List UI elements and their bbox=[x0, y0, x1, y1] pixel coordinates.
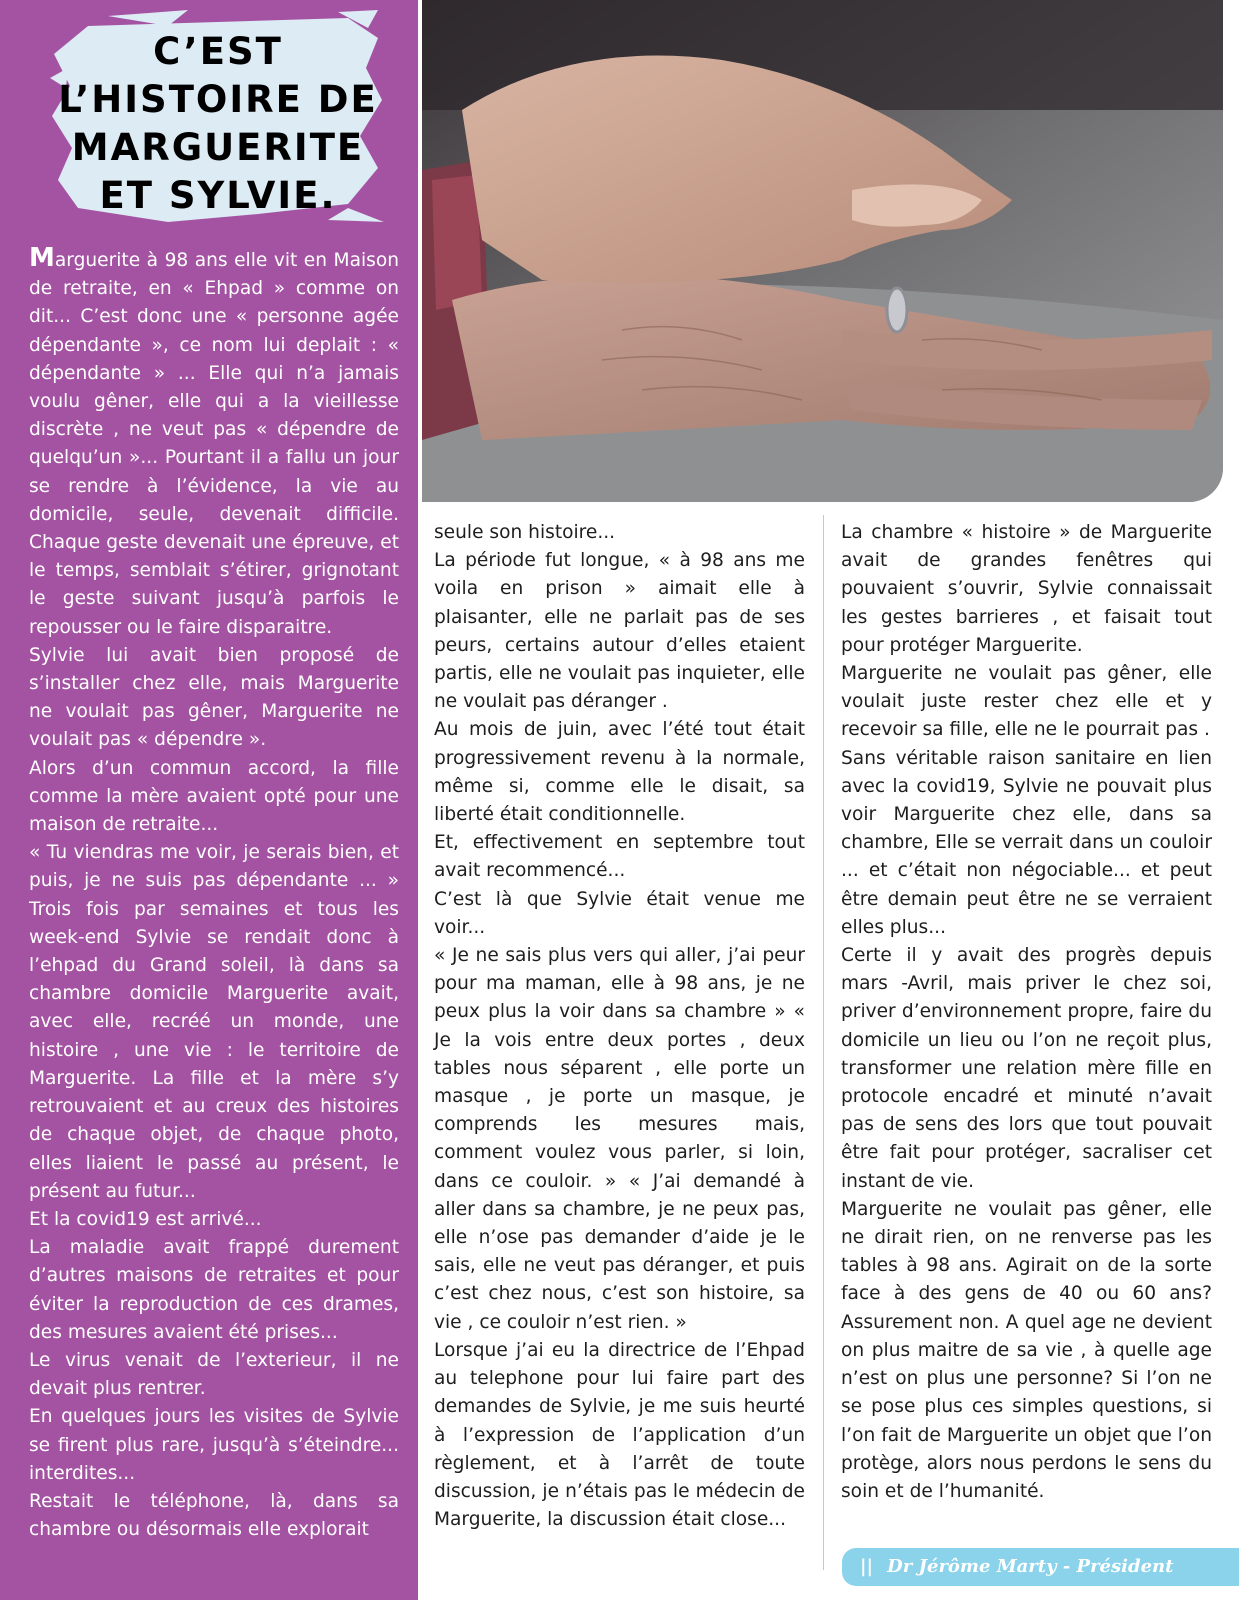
paragraph: Marguerite à 98 ans elle vit en Maison de retraite, en « Ehpad » comme on dit... C’est donc une « personne agée dépendante », ce nom lui deplait : « dépendante » ... Elle qui n’a jamais voulu gêner, elle qui a la vieillesse discrète , ne veut pas « dépendre de quelqu’un »... Pourtant il a fallu un jour se rendre à l’évidence, la vie au domicile, seule, devenait difficile. Chaque geste devenait une épreuve, et le temps, semblait s’étirer, grignotant le geste suivant jusqu’à parfois le repousser ou le faire disparaitre. bbox=[29, 243, 399, 638]
paragraph: « Tu viendras me voir, je serais bien, et puis, je ne suis pas dépendante ... » Trois fois par semaines et tous les week-end Sylvie se rendait donc à l’ehpad du Grand soleil, là dans sa chambre domicile Marguerite avait, avec elle, recréé un monde, une histoire , une vie : le territoire de Marguerite. La fille et la mère s’y retrouvaient et au creux des histoires de chaque objet, de chaque photo, elles liaient le passé au présent, le présent au futur... bbox=[29, 842, 399, 1202]
signature-text: Dr Jérôme Marty - Président UFMLS bbox=[860, 1556, 1174, 1615]
paragraph: C’est là que Sylvie était venue me voir... bbox=[434, 888, 805, 938]
paragraph: Le virus venait de l’exterieur, il ne devait plus rentrer. bbox=[29, 1349, 399, 1400]
paragraph: Marguerite ne voulait pas gêner, elle voulait juste rester chez elle et y recevoir sa fille, elle ne le pourrait pas . bbox=[841, 663, 1212, 741]
text-column-1 bbox=[29, 244, 399, 1544]
sidebar bbox=[0, 0, 418, 1600]
title-block bbox=[48, 8, 388, 228]
paragraph: Marguerite ne voulait pas gêner, elle ne dirait rien, on ne renverse pas les tables à 98 ans. Agirait on de la sorte face à des gens de 40 ou 60 ans? Assurement non. A quel age ne devient on plus maitre de sa vie , à quelle age n’est on plus une personne? Si l’on ne se pose plus ces simples questions, si l’on fait de Marguerite un objet que l’on protège, alors nous perdons le sens du soin et de l’humanité. bbox=[841, 1198, 1212, 1502]
signature-bars: || bbox=[860, 1556, 874, 1577]
paragraph: Lorsque j’ai eu la directrice de l’Ehpad au telephone pour lui faire part des demandes de Sylvie, je me suis heurté à l’expression de l’application d’un règlement, et à l’arrêt de toute discussion, je n’étais pas le médecin de Marguerite, la discussion était close... bbox=[434, 1339, 805, 1531]
paragraph: Restait le téléphone, là, dans sa chambre ou désormais elle explorait bbox=[29, 1490, 399, 1541]
text-column-3 bbox=[841, 519, 1212, 1506]
paragraph: La maladie avait frappé durement d’autres maisons de retraites et pour éviter la reproduction de ces drames, des mesures avaient été prises... bbox=[29, 1237, 399, 1343]
column-divider bbox=[823, 515, 824, 1570]
drop-cap: M bbox=[29, 243, 55, 273]
paragraph: La chambre « histoire » de Marguerite avait de grandes fenêtres qui pouvaient s’ouvrir, Sylvie connaissait les gestes barrieres , et faisait tout pour protéger Marguerite. bbox=[841, 522, 1212, 656]
paragraph: Sans véritable raison sanitaire en lien avec la covid19, Sylvie ne pouvait plus voir Marguerite chez elle, dans sa chambre, Elle se verrait dans un couloir ... et c’était non négociable... et peut être demain peut être ne se verraient elles plus... bbox=[841, 747, 1212, 938]
paragraph: Sylvie lui avait bien proposé de s’installer chez elle, mais Marguerite ne voulait pas gêner, Marguerite ne voulait pas « dépendre ». bbox=[29, 644, 399, 751]
article-title: C’EST L’HISTOIRE DE MARGUERITE ET SYLVIE. bbox=[58, 30, 378, 217]
hands-photo-icon bbox=[422, 0, 1223, 502]
paragraph: Certe il y avait des progrès depuis mars -Avril, mais priver le chez soi, priver d’environnement propre, faire du domicile un lieu ou l’on ne reçoit plus, transformer une relation mère fille en protocole encadré et minuté n’avait pas de sens des lors que tout pouvait être fait pour protéger, sacraliser cet instant de vie. bbox=[841, 945, 1212, 1192]
paragraph: La période fut longue, « à 98 ans me voila en prison » aimait elle à plaisanter, elle ne parlait pas de ses peurs, certains autour d’elles etaient partis, elle ne voulait pas inquieter, elle ne voulait pas déranger . bbox=[434, 550, 805, 713]
author-signature bbox=[842, 1548, 1239, 1615]
paragraph: Alors d’un commun accord, la fille comme la mère avaient opté pour une maison de retraite... bbox=[29, 757, 399, 836]
paragraph: En quelques jours les visites de Sylvie se firent plus rare, jusqu’à s’éteindre... interdites... bbox=[29, 1406, 399, 1484]
paragraph: Et, effectivement en septembre tout avait recommencé... bbox=[434, 832, 805, 882]
paragraph: « Je ne sais plus vers qui aller, j’ai peur pour ma maman, elle à 98 ans, je ne peux plus la voir dans sa chambre » « Je la vois entre deux portes , deux tables nous séparent , elle porte un masque , je porte un masque, je comprends les mesures mais, comment voulez vous parler, si loin, dans ce couloir. » « J’ai demandé à aller dans sa chambre, je ne peux pas, elle n’ose pas demander d’aide je le sais, elle ne veut pas déranger, et puis c’est chez nous, c’est son histoire, sa vie , ce couloir n’est rien. » bbox=[434, 945, 805, 1333]
paragraph: Au mois de juin, avec l’été tout était progressivement revenu à la normale, même si, comme elle le disait, sa liberté était conditionnelle. bbox=[434, 719, 805, 826]
text-column-2 bbox=[434, 519, 805, 1534]
paragraph: seule son histoire... bbox=[434, 522, 616, 543]
hands-photo bbox=[422, 0, 1223, 502]
paragraph: Et la covid19 est arrivé... bbox=[29, 1208, 262, 1230]
